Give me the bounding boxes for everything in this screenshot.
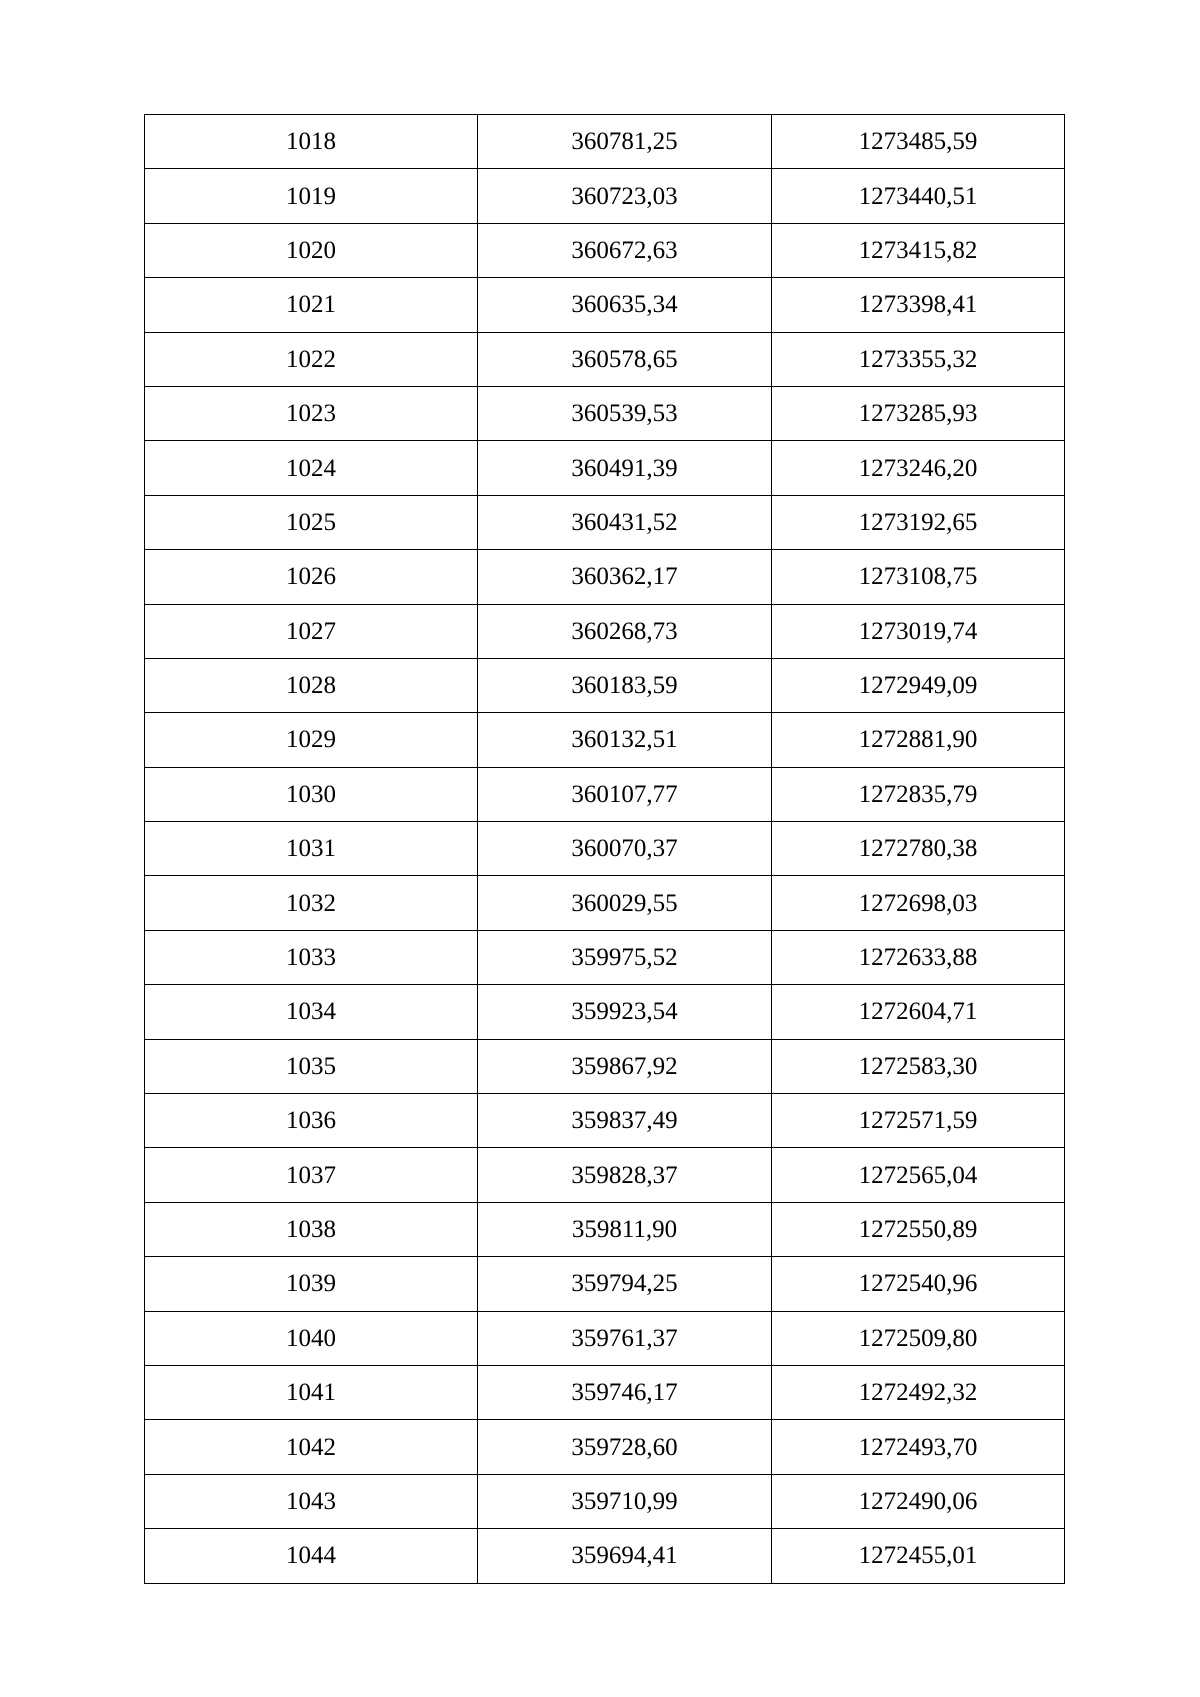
table-row	[145, 767, 1065, 821]
table-row	[145, 985, 1065, 1039]
coordinates-table	[144, 114, 1065, 1584]
point-number-cell: 1029	[145, 713, 478, 767]
point-number-cell: 1040	[145, 1311, 478, 1365]
x-coordinate-cell: 360070,37	[478, 822, 772, 876]
table-row	[145, 550, 1065, 604]
x-coordinate-cell: 360431,52	[478, 495, 772, 549]
y-coordinate-cell: 1272780,38	[772, 822, 1065, 876]
point-number-cell: 1036	[145, 1094, 478, 1148]
point-number-cell: 1028	[145, 658, 478, 712]
x-coordinate-cell: 360635,34	[478, 278, 772, 332]
x-coordinate-cell: 360578,65	[478, 332, 772, 386]
x-coordinate-cell: 359746,17	[478, 1365, 772, 1419]
y-coordinate-cell: 1273485,59	[772, 115, 1065, 169]
point-number-cell: 1020	[145, 223, 478, 277]
table-row	[145, 1420, 1065, 1474]
table-row	[145, 1474, 1065, 1528]
point-number-cell: 1035	[145, 1039, 478, 1093]
x-coordinate-cell: 360672,63	[478, 223, 772, 277]
x-coordinate-cell: 360029,55	[478, 876, 772, 930]
x-coordinate-cell: 359837,49	[478, 1094, 772, 1148]
table-row	[145, 822, 1065, 876]
table-row	[145, 1039, 1065, 1093]
y-coordinate-cell: 1273398,41	[772, 278, 1065, 332]
x-coordinate-cell: 359867,92	[478, 1039, 772, 1093]
point-number-cell: 1039	[145, 1257, 478, 1311]
table-row	[145, 441, 1065, 495]
coordinates-table-body	[145, 115, 1065, 1584]
x-coordinate-cell: 360132,51	[478, 713, 772, 767]
point-number-cell: 1022	[145, 332, 478, 386]
y-coordinate-cell: 1272881,90	[772, 713, 1065, 767]
table-row	[145, 1257, 1065, 1311]
point-number-cell: 1030	[145, 767, 478, 821]
table-row	[145, 1148, 1065, 1202]
point-number-cell: 1041	[145, 1365, 478, 1419]
x-coordinate-cell: 359975,52	[478, 930, 772, 984]
x-coordinate-cell: 359728,60	[478, 1420, 772, 1474]
x-coordinate-cell: 360362,17	[478, 550, 772, 604]
y-coordinate-cell: 1272571,59	[772, 1094, 1065, 1148]
point-number-cell: 1018	[145, 115, 478, 169]
y-coordinate-cell: 1272540,96	[772, 1257, 1065, 1311]
point-number-cell: 1038	[145, 1202, 478, 1256]
x-coordinate-cell: 359694,41	[478, 1529, 772, 1583]
x-coordinate-cell: 360183,59	[478, 658, 772, 712]
table-row	[145, 332, 1065, 386]
point-number-cell: 1024	[145, 441, 478, 495]
x-coordinate-cell: 359828,37	[478, 1148, 772, 1202]
y-coordinate-cell: 1272604,71	[772, 985, 1065, 1039]
point-number-cell: 1027	[145, 604, 478, 658]
y-coordinate-cell: 1272493,70	[772, 1420, 1065, 1474]
y-coordinate-cell: 1272455,01	[772, 1529, 1065, 1583]
table-row	[145, 115, 1065, 169]
point-number-cell: 1025	[145, 495, 478, 549]
point-number-cell: 1019	[145, 169, 478, 223]
table-row	[145, 169, 1065, 223]
y-coordinate-cell: 1273108,75	[772, 550, 1065, 604]
point-number-cell: 1031	[145, 822, 478, 876]
y-coordinate-cell: 1273019,74	[772, 604, 1065, 658]
y-coordinate-cell: 1272492,32	[772, 1365, 1065, 1419]
table-row	[145, 930, 1065, 984]
table-row	[145, 876, 1065, 930]
x-coordinate-cell: 360268,73	[478, 604, 772, 658]
y-coordinate-cell: 1273192,65	[772, 495, 1065, 549]
table-row	[145, 1202, 1065, 1256]
x-coordinate-cell: 360723,03	[478, 169, 772, 223]
table-row	[145, 713, 1065, 767]
x-coordinate-cell: 359923,54	[478, 985, 772, 1039]
point-number-cell: 1033	[145, 930, 478, 984]
y-coordinate-cell: 1273355,32	[772, 332, 1065, 386]
y-coordinate-cell: 1272565,04	[772, 1148, 1065, 1202]
table-row	[145, 658, 1065, 712]
x-coordinate-cell: 360107,77	[478, 767, 772, 821]
y-coordinate-cell: 1273246,20	[772, 441, 1065, 495]
x-coordinate-cell: 360491,39	[478, 441, 772, 495]
point-number-cell: 1026	[145, 550, 478, 604]
x-coordinate-cell: 359710,99	[478, 1474, 772, 1528]
y-coordinate-cell: 1272583,30	[772, 1039, 1065, 1093]
y-coordinate-cell: 1272835,79	[772, 767, 1065, 821]
y-coordinate-cell: 1272633,88	[772, 930, 1065, 984]
point-number-cell: 1044	[145, 1529, 478, 1583]
y-coordinate-cell: 1272949,09	[772, 658, 1065, 712]
table-row	[145, 604, 1065, 658]
point-number-cell: 1042	[145, 1420, 478, 1474]
x-coordinate-cell: 359794,25	[478, 1257, 772, 1311]
point-number-cell: 1021	[145, 278, 478, 332]
point-number-cell: 1037	[145, 1148, 478, 1202]
table-row	[145, 1529, 1065, 1583]
y-coordinate-cell: 1272550,89	[772, 1202, 1065, 1256]
x-coordinate-cell: 360781,25	[478, 115, 772, 169]
x-coordinate-cell: 359811,90	[478, 1202, 772, 1256]
y-coordinate-cell: 1273285,93	[772, 386, 1065, 440]
y-coordinate-cell: 1272698,03	[772, 876, 1065, 930]
x-coordinate-cell: 359761,37	[478, 1311, 772, 1365]
point-number-cell: 1032	[145, 876, 478, 930]
point-number-cell: 1023	[145, 386, 478, 440]
x-coordinate-cell: 360539,53	[478, 386, 772, 440]
table-row	[145, 1311, 1065, 1365]
table-row	[145, 223, 1065, 277]
y-coordinate-cell: 1273440,51	[772, 169, 1065, 223]
table-row	[145, 495, 1065, 549]
y-coordinate-cell: 1272509,80	[772, 1311, 1065, 1365]
table-row	[145, 1365, 1065, 1419]
point-number-cell: 1034	[145, 985, 478, 1039]
table-row	[145, 386, 1065, 440]
point-number-cell: 1043	[145, 1474, 478, 1528]
y-coordinate-cell: 1272490,06	[772, 1474, 1065, 1528]
table-row	[145, 1094, 1065, 1148]
table-row	[145, 278, 1065, 332]
y-coordinate-cell: 1273415,82	[772, 223, 1065, 277]
